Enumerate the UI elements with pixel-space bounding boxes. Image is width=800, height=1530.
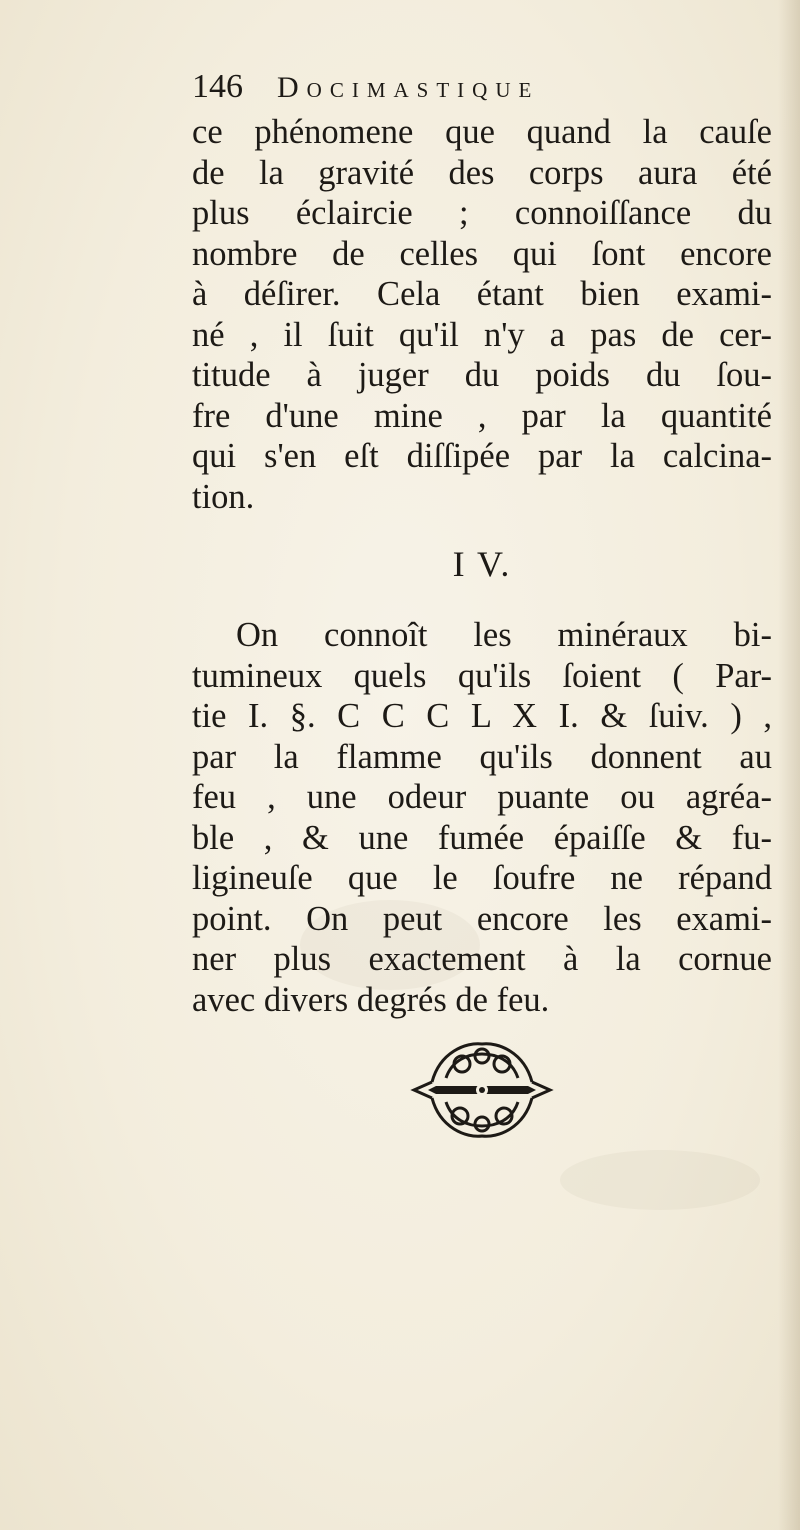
- paragraph-1: [192, 112, 772, 517]
- text-line: par la flamme qu'ils donnent au: [192, 737, 772, 776]
- text-line: fre d'une mine , par la quantité: [192, 396, 772, 435]
- text-line: tion.: [192, 477, 255, 516]
- text-line: plus éclaircie ; connoiſſance du: [192, 194, 772, 232]
- text-line: de la gravité des corps aura été: [192, 153, 772, 192]
- text-line: nombre de celles qui ſont encore: [192, 234, 772, 273]
- text-line: ce phénomene que quand la cauſe: [192, 113, 772, 151]
- text-line: point. On peut encore les exami-: [192, 899, 772, 938]
- text-line: titude à juger du poids du ſou-: [192, 356, 772, 394]
- text-line: avec divers degrés de feu.: [192, 980, 550, 1019]
- text-line: ligineuſe que le ſoufre ne répand: [192, 859, 772, 897]
- paper-stain: [560, 1150, 760, 1210]
- text-line: tie I. §. C C C L X I. & ſuiv. ) ,: [192, 697, 772, 735]
- text-line: On connoît les minéraux bi-: [236, 616, 772, 654]
- fleuron-ornament-icon: [410, 1038, 554, 1142]
- text-block: [192, 68, 772, 1020]
- page-number: 146: [192, 68, 243, 105]
- text-line: né , il ſuit qu'il n'y a pas de cer-: [192, 315, 772, 354]
- text-line: à déſirer. Cela étant bien exami-: [192, 275, 772, 313]
- text-line: feu , une odeur puante ou agréa-: [192, 778, 772, 816]
- text-line: ner plus exactement à la cornue: [192, 940, 772, 978]
- text-line: tumineux quels qu'ils ſoient ( Par-: [192, 656, 772, 695]
- section-heading: I V.: [452, 544, 512, 584]
- running-title: Docimastique: [277, 71, 540, 104]
- paragraph-2: [192, 615, 772, 1020]
- text-line: qui s'en eſt diſſipée par la calcina-: [192, 437, 772, 475]
- text-line: ble , & une fumée épaiſſe & fu-: [192, 818, 772, 857]
- page-header: [192, 68, 772, 108]
- page-edge-shadow: [778, 0, 800, 1530]
